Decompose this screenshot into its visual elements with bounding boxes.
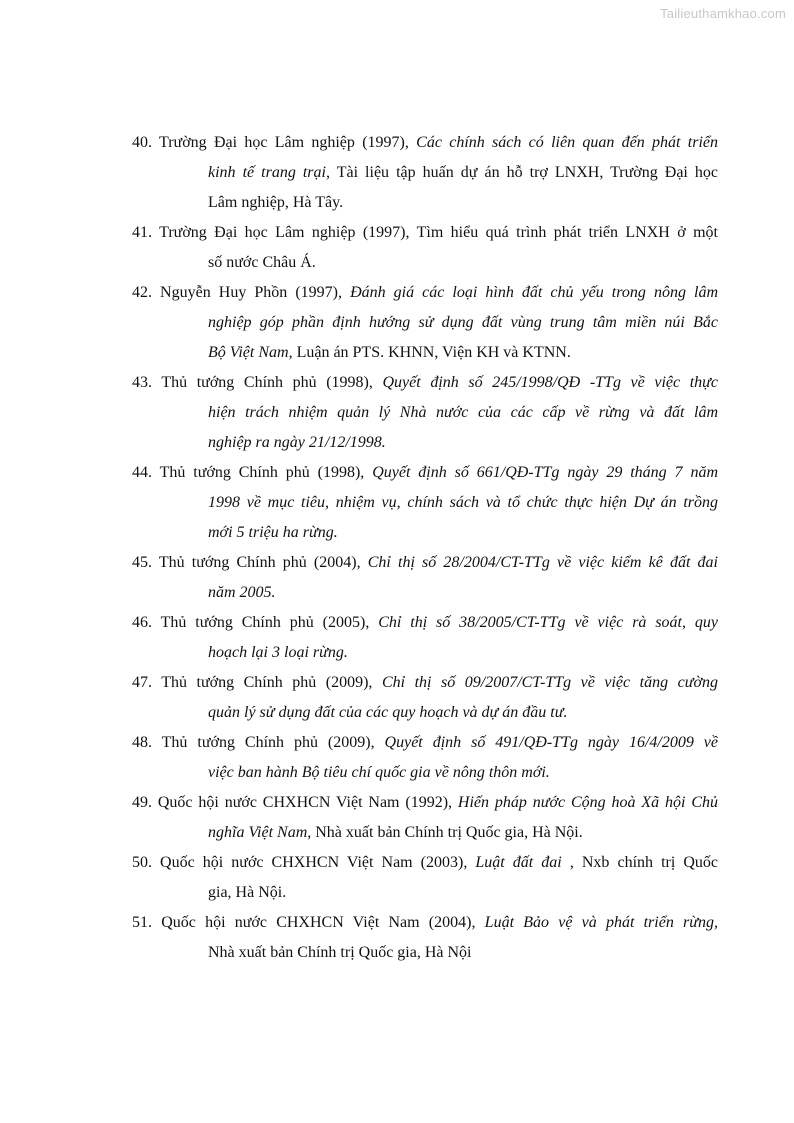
reference-first-line	[132, 668, 718, 698]
reference-first-line	[132, 548, 718, 578]
reference-text: 42. Nguyễn Huy Phồn (1997),	[132, 284, 351, 301]
reference-text: 41. Trường Đại học Lâm nghiệp (1997), Tìm hiểu quá trình phát triển LNXH ở một	[132, 224, 718, 241]
reference-continuation-line	[132, 428, 718, 458]
reference-first-line	[132, 848, 718, 878]
reference-text: , Nhà xuất bản Chính trị Quốc gia, Hà Nội.	[307, 824, 583, 841]
reference-first-line	[132, 788, 718, 818]
reference-text: 49. Quốc hội nước CHXHCN Việt Nam (1992),	[132, 794, 458, 811]
reference-title-text: Luật đất đai	[475, 854, 562, 871]
reference-text: 40. Trường Đại học Lâm nghiệp (1997),	[132, 134, 417, 151]
reference-entry	[132, 128, 718, 218]
reference-continuation-line	[132, 488, 718, 518]
reference-title-text: việc ban hành Bộ tiêu chí quốc gia về nông thôn mới.	[208, 764, 550, 781]
reference-entry	[132, 218, 718, 278]
reference-title-text: Quyết định số 491/QĐ-TTg ngày 16/4/2009 về	[384, 734, 719, 751]
reference-entry	[132, 548, 718, 608]
reference-title-text: kinh tế trang trại,	[208, 164, 330, 181]
reference-first-line	[132, 278, 718, 308]
reference-continuation-line	[132, 698, 718, 728]
reference-text: 48. Thủ tướng Chính phủ (2009),	[132, 734, 385, 751]
reference-first-line	[132, 728, 718, 758]
reference-text: Tài liệu tập huấn dự án hỗ trợ LNXH, Trường Đại học	[329, 164, 718, 181]
reference-continuation-line	[132, 818, 718, 848]
reference-text: 50. Quốc hội nước CHXHCN Việt Nam (2003),	[132, 854, 476, 871]
reference-title-text: năm 2005.	[208, 584, 276, 601]
reference-text: 43. Thủ tướng Chính phủ (1998),	[132, 374, 383, 391]
reference-first-line	[132, 218, 718, 248]
reference-text: gia, Hà Nội.	[208, 884, 287, 901]
reference-entry	[132, 368, 718, 458]
reference-title-text: Chỉ thị số 09/2007/CT-TTg về việc tăng cường	[381, 674, 718, 691]
reference-text: Nhà xuất bản Chính trị Quốc gia, Hà Nội	[208, 944, 472, 961]
reference-title-text: hoạch lại 3 loại rừng.	[208, 644, 348, 661]
reference-title-text: nghĩa Việt Nam	[208, 824, 308, 841]
reference-title-text: nghiệp ra ngày 21/12/1998.	[208, 434, 386, 451]
reference-title-text: nghiệp góp phần định hướng sử dụng đất vùng trung tâm miền núi Bắc	[208, 314, 718, 331]
reference-title-text: Hiến pháp nước Cộng hoà Xã hội Chủ	[457, 794, 719, 811]
reference-continuation-line	[132, 188, 718, 218]
watermark-text: Tailieuthamkhao.com	[660, 6, 786, 21]
reference-continuation-line	[132, 578, 718, 608]
reference-entry	[132, 728, 718, 788]
reference-first-line	[132, 908, 718, 938]
reference-text: Lâm nghiệp, Hà Tây.	[208, 194, 344, 211]
reference-title-text: Bộ Việt Nam	[208, 344, 289, 361]
reference-title-text: hiện trách nhiệm quản lý Nhà nước của các cấp về rừng và đất lâm	[208, 404, 718, 421]
reference-continuation-line	[132, 158, 718, 188]
reference-text: số nước Châu Á.	[208, 254, 316, 271]
reference-entry	[132, 608, 718, 668]
reference-continuation-line	[132, 248, 718, 278]
reference-entry	[132, 668, 718, 728]
reference-title-text: Quyết định số 661/QĐ-TTg ngày 29 tháng 7 năm	[372, 464, 719, 481]
reference-title-text: Luật Bảo vệ và phát triển rừng,	[484, 914, 718, 931]
reference-continuation-line	[132, 878, 718, 908]
reference-title-text: Các chính sách có liên quan đến phát triển	[416, 134, 718, 151]
reference-list	[132, 128, 718, 968]
reference-title-text: mới 5 triệu ha rừng.	[208, 524, 338, 541]
reference-entry	[132, 848, 718, 908]
reference-first-line	[132, 458, 718, 488]
reference-title-text: Chỉ thị số 28/2004/CT-TTg về việc kiểm kê đất đai	[367, 554, 718, 571]
reference-continuation-line	[132, 338, 718, 368]
reference-title-text: 1998 về mục tiêu, nhiệm vụ, chính sách và tổ chức thực hiện Dự án trồng	[208, 494, 718, 511]
reference-entry	[132, 278, 718, 368]
reference-title-text: Đánh giá các loại hình đất chủ yếu trong nông lâm	[350, 284, 719, 301]
reference-continuation-line	[132, 518, 718, 548]
reference-text: , Nxb chính trị Quốc	[561, 854, 719, 871]
reference-continuation-line	[132, 758, 718, 788]
reference-entry	[132, 788, 718, 848]
reference-title-text: Quyết định số 245/1998/QĐ -TTg về việc thực	[382, 374, 718, 391]
reference-first-line	[132, 608, 718, 638]
reference-text: , Luận án PTS. KHNN, Viện KH và KTNN.	[288, 344, 571, 361]
reference-first-line	[132, 128, 718, 158]
reference-title-text: Chỉ thị số 38/2005/CT-TTg về việc rà soát, quy	[378, 614, 718, 631]
reference-text: 46. Thủ tướng Chính phủ (2005),	[132, 614, 379, 631]
reference-entry	[132, 458, 718, 548]
reference-first-line	[132, 368, 718, 398]
reference-title-text: quản lý sử dụng đất của các quy hoạch và dự án đầu tư.	[208, 704, 568, 721]
reference-text: 45. Thủ tướng Chính phủ (2004),	[132, 554, 368, 571]
reference-continuation-line	[132, 638, 718, 668]
reference-text: 47. Thủ tướng Chính phủ (2009),	[132, 674, 382, 691]
reference-entry	[132, 908, 718, 968]
reference-text: 51. Quốc hội nước CHXHCN Việt Nam (2004),	[132, 914, 485, 931]
reference-continuation-line	[132, 938, 718, 968]
reference-continuation-line	[132, 308, 718, 338]
reference-text: 44. Thủ tướng Chính phủ (1998),	[132, 464, 373, 481]
reference-continuation-line	[132, 398, 718, 428]
